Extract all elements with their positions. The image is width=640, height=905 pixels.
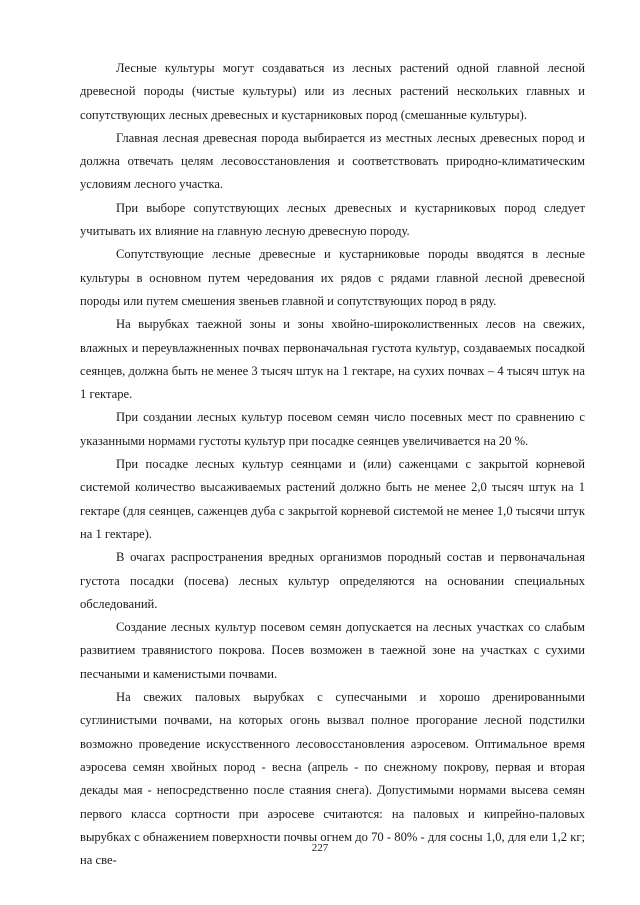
paragraph-8: В очагах распространения вредных организмов породный состав и первоначальная густота посадки (посева) лесных культур определяются на основании специальных обследований. (80, 550, 585, 611)
paragraph-2: Главная лесная древесная порода выбирается из местных лесных древесных пород и должна отвечать целям лесовосстановления и соответствовать природно-климатическим условиям лесного участка. (80, 130, 585, 192)
body-text (80, 57, 585, 872)
paragraph-6: При создании лесных культур посевом семян число посевных мест по сравнению с указанными нормами густоты культур при посадке сеянцев увеличивается на 20 %. (80, 410, 585, 448)
paragraph-1: Лесные культуры могут создаваться из лесных растений одной главной лесной древесной породы (чистые культуры) или из лесных растений нескольких главных и сопутствующих лесных древесных и кустарниковых пород (смешанные культуры). (80, 61, 585, 122)
paragraph-7: При посадке лесных культур сеянцами и (или) саженцами с закрытой корневой системой количество высаживаемых растений должно быть не менее 2,0 тысяч штук на 1 гектаре (для сеянцев, саженцев дуба с закрытой корневой системой не менее 1,0 тысячи штук на 1 гектаре). (80, 457, 585, 541)
paragraph-5: На вырубках таежной зоны и зоны хвойно-широколиственных лесов на свежих, влажных и переувлажненных почвах первоначальная густота культур, создаваемых посадкой сеянцев, должна быть не менее 3 тысяч штук на 1 гектаре, на сухих почвах – 4 тысяч штук на 1 гектаре. (80, 317, 585, 402)
page-number: 227 (311, 842, 329, 854)
paragraph-10: На свежих паловых вырубках с супесчаными и хорошо дренированными суглинистыми почвами, на которых огонь вызвал полное прогорание лесной подстилки возможно проведение искусственного лесовосстановления аэросевом. Оптимальное время аэросева семян хвойных пород - весна (апрель - по снежному покрову, первая и вторая декады мая - непосредственно после стаяния снега). Допустимыми нормами высева семян первого класса сортности при аэросеве считаются: на паловых и кипрейно-паловых вырубках с обнажением поверхности почвы огнем до 70 - 80% - для сосны 1,0, для ели 1,2 кг; на све- (80, 690, 585, 868)
paragraph-3: При выборе сопутствующих лесных древесных и кустарниковых пород следует учитывать их влияние на главную лесную древесную породу. (80, 200, 585, 239)
paragraph-4: Сопутствующие лесные древесные и кустарниковые породы вводятся в лесные культуры в основном путем чередования их рядов с рядами главной лесной древесной породы или путем смешения звеньев главной и сопутствующих пород в ряду. (80, 247, 585, 308)
paragraph-9: Создание лесных культур посевом семян допускается на лесных участках со слабым развитием травянистого покрова. Посев возможен в таежной зоне на участках с сухими песчаными и каменистыми почвами. (80, 620, 585, 681)
